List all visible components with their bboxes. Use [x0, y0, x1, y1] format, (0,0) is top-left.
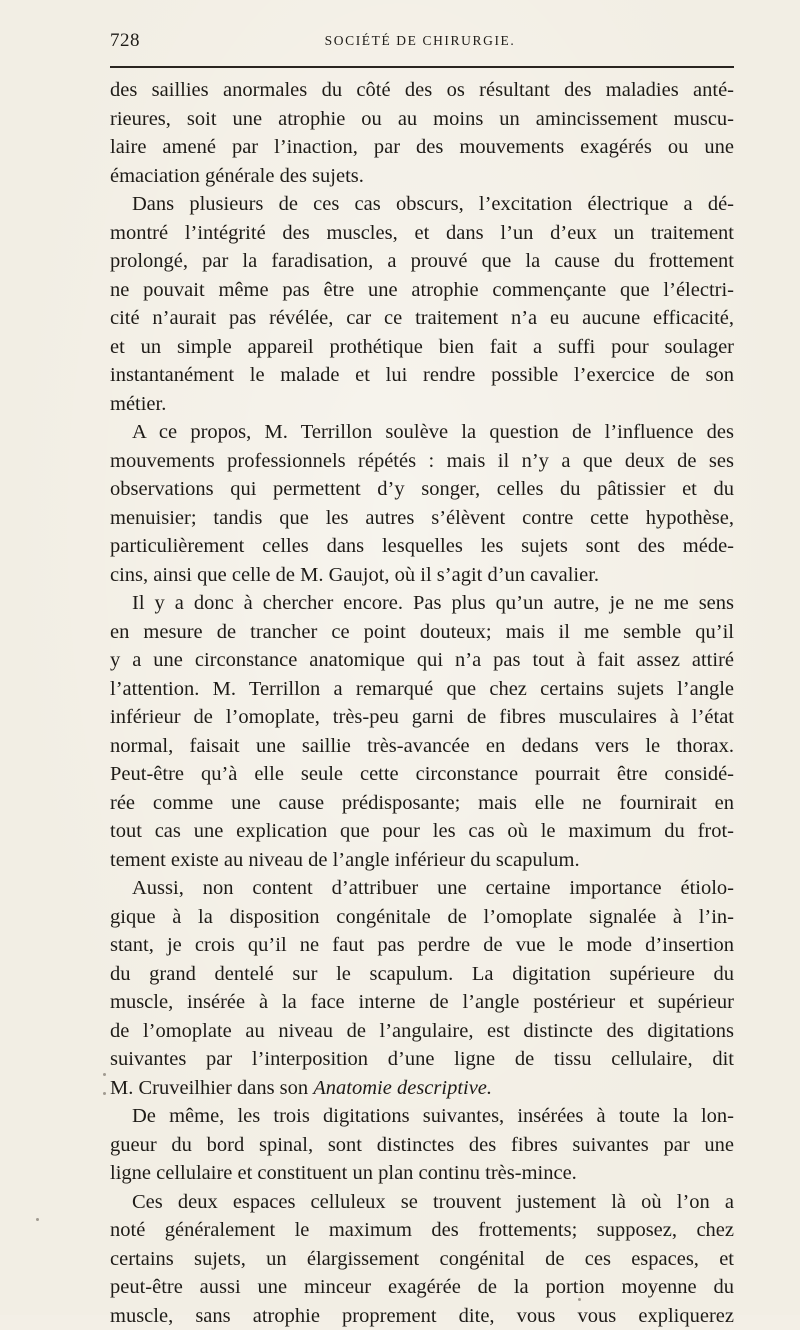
print-speck	[103, 1092, 106, 1095]
text-line: métier.	[110, 390, 734, 419]
text-line: gueur du bord spinal, sont distinctes des fibres suivantes par une	[110, 1131, 734, 1160]
text-line: A ce propos, M. Terrillon soulève la question de l’influence des	[110, 418, 734, 447]
text-line: menuisier; tandis que les autres s’élèvent contre cette hypothèse,	[110, 504, 734, 533]
text-line: mouvements professionnels répétés : mais il n’y a que deux de ses	[110, 447, 734, 476]
text-line: particulièrement celles dans lesquelles les sujets sont des méde-	[110, 532, 734, 561]
text-line: des saillies anormales du côté des os résultant des maladies anté-	[110, 76, 734, 105]
text-line: de l’omoplate au niveau de l’angulaire, est distincte des digitations	[110, 1017, 734, 1046]
text-line: normal, faisait une saillie très-avancée en dedans vers le thorax.	[110, 732, 734, 761]
print-speck	[36, 1218, 39, 1221]
header-rule	[110, 66, 734, 68]
body-text	[110, 76, 734, 1330]
text-line: instantanément le malade et lui rendre possible l’exercice de son	[110, 361, 734, 390]
text-line: tement existe au niveau de l’angle inférieur du scapulum.	[110, 846, 734, 875]
text-line: inférieur de l’omoplate, très-peu garni de fibres musculaires à l’état	[110, 703, 734, 732]
text-line: Il y a donc à chercher encore. Pas plus qu’un autre, je ne me sens	[110, 589, 734, 618]
text-line: cins, ainsi que celle de M. Gaujot, où il s’agit d’un cavalier.	[110, 561, 734, 590]
text-line: laire amené par l’inaction, par des mouvements exagérés ou une	[110, 133, 734, 162]
text-line: y a une circonstance anatomique qui n’a pas tout à fait assez attiré	[110, 646, 734, 675]
text-line: observations qui permettent d’y songer, celles du pâtissier et du	[110, 475, 734, 504]
text-line: certains sujets, un élargissement congénital de ces espaces, et	[110, 1245, 734, 1274]
text-line: peut-être aussi une minceur exagérée de la portion moyenne du	[110, 1273, 734, 1302]
citation-lead: M. Cruveilhier dans son	[110, 1077, 308, 1099]
text-line: l’attention. M. Terrillon a remarqué que chez certains sujets l’angle	[110, 675, 734, 704]
text-line: ne pouvait même pas être une atrophie commençante que l’électri-	[110, 276, 734, 305]
text-line: stant, je crois qu’il ne faut pas perdre de vue le mode d’insertion	[110, 931, 734, 960]
text-line: et un simple appareil prothétique bien fait a suffi pour soulager	[110, 333, 734, 362]
running-title: SOCIÉTÉ DE CHIRURGIE.	[110, 33, 730, 49]
text-line: montré l’intégrité des muscles, et dans l’un d’eux un traitement	[110, 219, 734, 248]
text-line-with-citation	[110, 1074, 734, 1103]
text-line: en mesure de trancher ce point douteux; mais il me semble qu’il	[110, 618, 734, 647]
citation-title: Anatomie descriptive.	[313, 1077, 492, 1099]
text-line: Ces deux espaces celluleux se trouvent justement là où l’on a	[110, 1188, 734, 1217]
text-line: gique à la disposition congénitale de l’omoplate signalée à l’in-	[110, 903, 734, 932]
text-line: rée comme une cause prédisposante; mais elle ne fournirait en	[110, 789, 734, 818]
print-speck	[103, 1073, 106, 1076]
text-line: tout cas une explication que pour les cas où le maximum du frot-	[110, 817, 734, 846]
text-line: Dans plusieurs de ces cas obscurs, l’excitation électrique a dé-	[110, 190, 734, 219]
text-line: cité n’aurait pas révélée, car ce traitement n’a eu aucune efficacité,	[110, 304, 734, 333]
page-header	[110, 30, 730, 58]
text-line: noté généralement le maximum des frottements; supposez, chez	[110, 1216, 734, 1245]
text-line: suivantes par l’interposition d’une ligne de tissu cellulaire, dit	[110, 1045, 734, 1074]
text-line: Peut-être qu’à elle seule cette circonstance pourrait être considé-	[110, 760, 734, 789]
text-line: prolongé, par la faradisation, a prouvé que la cause du frottement	[110, 247, 734, 276]
page-number: 728	[110, 30, 140, 52]
text-line: ligne cellulaire et constituent un plan continu très-mince.	[110, 1159, 734, 1188]
text-line: muscle, insérée à la face interne de l’angle postérieur et supérieur	[110, 988, 734, 1017]
text-line: émaciation générale des sujets.	[110, 162, 734, 191]
text-line: muscle, sans atrophie proprement dite, vous vous expliquerez	[110, 1302, 734, 1330]
text-line: du grand dentelé sur le scapulum. La digitation supérieure du	[110, 960, 734, 989]
print-speck	[578, 1298, 581, 1301]
text-line: De même, les trois digitations suivantes, insérées à toute la lon-	[110, 1102, 734, 1131]
text-line: rieures, soit une atrophie ou au moins un amincissement muscu-	[110, 105, 734, 134]
text-line: Aussi, non content d’attribuer une certaine importance étiolo-	[110, 874, 734, 903]
